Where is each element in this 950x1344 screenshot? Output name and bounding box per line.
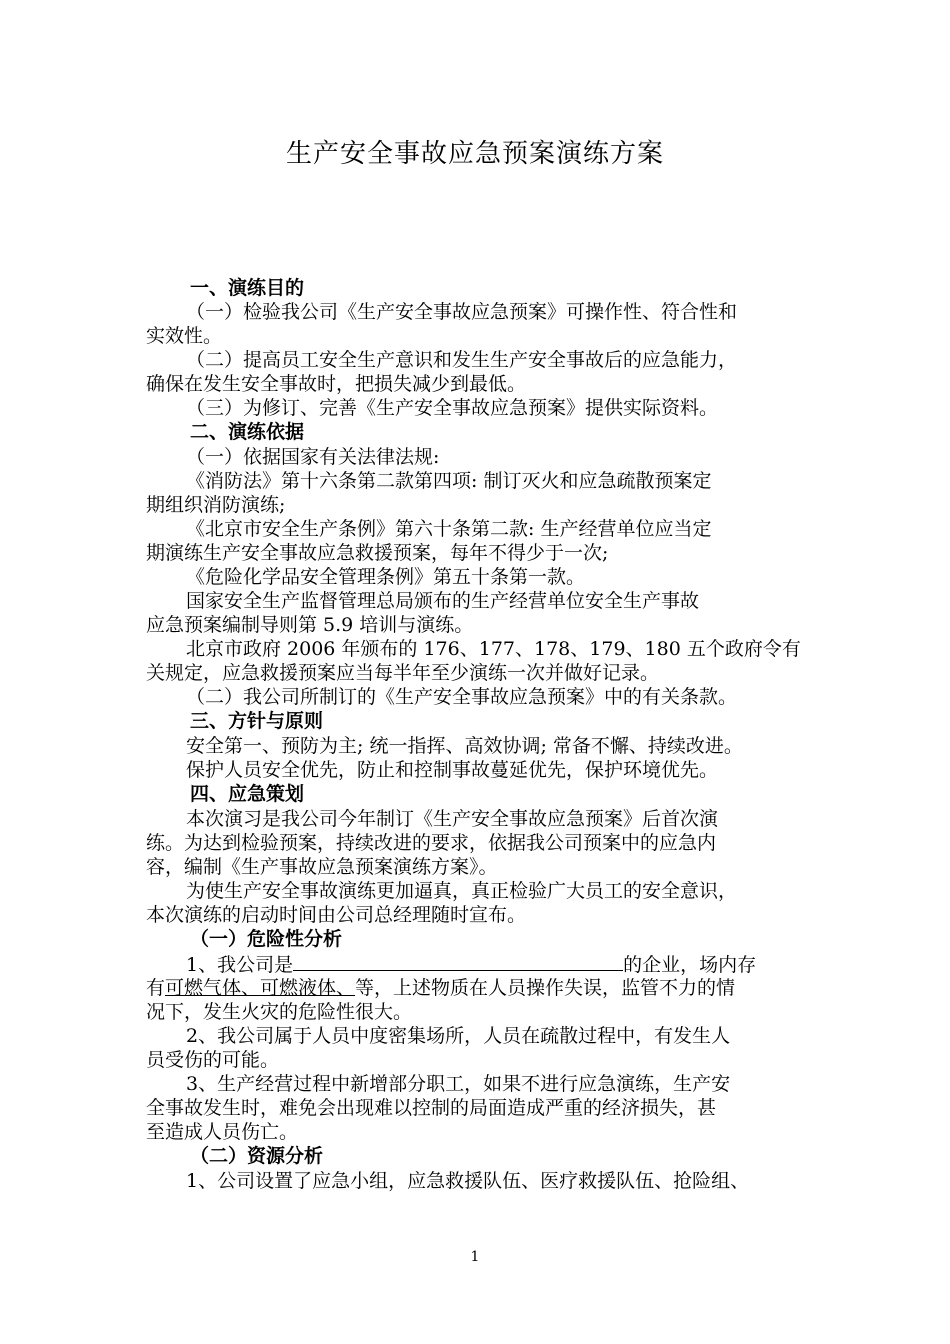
paragraph-line: 本次演练的启动时间由公司总经理随时宣布。 — [146, 904, 527, 926]
paragraph-line: 《危险化学品安全管理条例》第五十条第一款。 — [186, 566, 586, 588]
underlined-text: 可燃气体、可燃液体、 — [165, 977, 356, 999]
paragraph-line: 况下，发生火灾的危险性很大。 — [146, 1001, 413, 1023]
paragraph-line: 实效性。 — [146, 325, 223, 347]
section-heading: 二、演练依据 — [190, 421, 305, 443]
paragraph-line: 北京市政府 2006 年颁布的 176、177、178、179、180 五个政府令有 — [186, 638, 801, 660]
paragraph-line: 安全第一、预防为主; 统一指挥、高效协调; 常备不懈、持续改进。 — [186, 735, 743, 757]
paragraph-line: 1、公司设置了应急小组，应急救援队伍、医疗救援队伍、抢险组、 — [186, 1170, 750, 1192]
paragraph-line: 至造成人员伤亡。 — [146, 1121, 299, 1143]
subsection-heading: （二）资源分析 — [190, 1145, 324, 1167]
line-text: 1、我公司是 — [186, 954, 294, 976]
section-heading: 一、演练目的 — [190, 277, 305, 299]
paragraph-line: （二）提高员工安全生产意识和发生生产安全事故后的应急能力， — [186, 349, 738, 371]
section-heading: 四、应急策划 — [190, 783, 305, 805]
line-text: 等，上述物质在人员操作失误，监管不力的情 — [355, 977, 736, 999]
paragraph-line: 容，编制《生产事故应急预案演练方案》。 — [146, 856, 498, 878]
paragraph-line: （三）为修订、完善《生产安全事故应急预案》提供实际资料。 — [186, 397, 719, 419]
paragraph-line: 2、我公司属于人员中度密集场所，人员在疏散过程中，有发生人 — [186, 1025, 731, 1047]
page-number: 1 — [470, 1249, 480, 1265]
paragraph-line: 期组织消防演练; — [146, 494, 286, 516]
paragraph-line: 《北京市安全生产条例》第六十条第二款: 生产经营单位应当定 — [186, 518, 712, 540]
line-text: 的企业，场内存 — [623, 954, 757, 976]
paragraph-line — [186, 952, 816, 977]
paragraph-line: 关规定，应急救援预案应当每半年至少演练一次并做好记录。 — [146, 662, 660, 684]
paragraph-line: 员受伤的可能。 — [146, 1049, 280, 1071]
subsection-heading: （一）危险性分析 — [190, 928, 343, 950]
paragraph-line: 为使生产安全事故演练更加逼真，真正检验广大员工的安全意识， — [186, 880, 738, 902]
paragraph-line: 确保在发生安全事故时，把损失减少到最低。 — [146, 373, 527, 395]
paragraph-line: 保护人员安全优先，防止和控制事故蔓延优先，保护环境优先。 — [186, 759, 719, 781]
paragraph-line: 应急预案编制导则第 5.9 培训与演练。 — [146, 614, 474, 636]
paragraph-line: 全事故发生时，难免会出现难以控制的局面造成严重的经济损失，甚 — [146, 1097, 717, 1119]
paragraph-line — [146, 976, 816, 1000]
paragraph-line: （一）检验我公司《生产安全事故应急预案》可操作性、符合性和 — [186, 301, 738, 323]
paragraph-line: 期演练生产安全事故应急救援预案，每年不得少于一次; — [146, 542, 609, 564]
line-text: 有 — [146, 977, 166, 999]
paragraph-line: （一）依据国家有关法律法规: — [186, 446, 440, 468]
paragraph-line: 《消防法》第十六条第二款第四项: 制订灭火和应急疏散预案定 — [186, 470, 712, 492]
paragraph-line: （二）我公司所制订的《生产安全事故应急预案》中的有关条款。 — [186, 686, 738, 708]
document-title: 生产安全事故应急预案演练方案 — [285, 139, 664, 169]
paragraph-line: 练。为达到检验预案，持续改进的要求，依据我公司预案中的应急内 — [146, 832, 717, 854]
section-heading: 三、方针与原则 — [190, 710, 324, 732]
paragraph-line: 国家安全生产监督管理总局颁布的生产经营单位安全生产事故 — [186, 590, 700, 612]
paragraph-line: 本次演习是我公司今年制订《生产安全事故应急预案》后首次演 — [186, 808, 719, 830]
fill-in-blank[interactable] — [293, 952, 623, 971]
paragraph-line: 3、生产经营过程中新增部分职工，如果不进行应急演练，生产安 — [186, 1073, 731, 1095]
